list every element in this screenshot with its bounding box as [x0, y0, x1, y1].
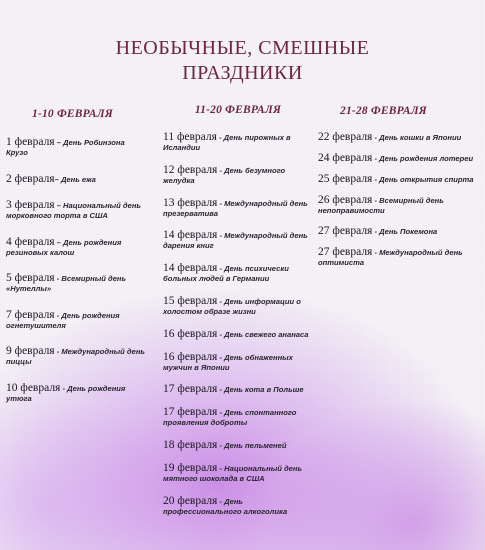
holiday-name: - День открытия спирта [372, 175, 474, 184]
holiday-date: 12 февраля [163, 163, 218, 176]
holiday-item [318, 247, 478, 268]
holiday-item [318, 132, 478, 143]
holiday-item [6, 383, 146, 404]
holiday-date: 19 февраля [163, 461, 218, 474]
column-heading: 21-28 ФЕВРАЛЯ [340, 105, 427, 117]
holiday-item [163, 352, 313, 373]
holiday-item [163, 198, 313, 219]
holiday-date: 3 февраля [6, 199, 55, 211]
holiday-item [163, 263, 313, 284]
page-title-line-2: ПРАЗДНИКИ [182, 62, 303, 84]
holiday-date: 13 февраля [163, 196, 218, 209]
holiday-item [318, 174, 478, 185]
page-title [0, 36, 485, 86]
holiday-name: - Международный день презерватива [163, 198, 308, 218]
holiday-date: 27 февраля [318, 225, 373, 237]
holiday-item [163, 384, 313, 395]
column-feb-1-10 [6, 108, 146, 419]
holiday-item [6, 200, 146, 221]
holiday-name: - Национальный день мятного шоколада в США [163, 463, 302, 483]
holiday-name: - День психически больных людей в Германии [163, 264, 289, 284]
holiday-item [163, 132, 313, 153]
holiday-date: 10 февраля [6, 381, 61, 394]
column-heading: 11-20 ФЕВРАЛЯ [194, 104, 282, 116]
holiday-name: – День рождения резиновых калош [6, 237, 122, 257]
holiday-name: - День пирожных в Исландии [163, 133, 291, 152]
holiday-item [163, 407, 313, 428]
holiday-date: 20 февраля [163, 494, 218, 507]
holiday-date: 24 февраля [318, 152, 373, 164]
holiday-date: 14 февраля [163, 229, 218, 242]
holiday-date: 17 февраля [163, 383, 218, 396]
holiday-date: 16 февраля [163, 350, 218, 363]
holiday-name: - Международный день пиццы [6, 347, 145, 366]
holiday-name: - Всемирный день «Нутеллы» [6, 274, 127, 293]
holiday-date: 4 февраля [6, 235, 55, 248]
holiday-date: 15 февраля [163, 294, 218, 307]
holiday-name: - День информации о холостом образе жизни [163, 296, 301, 316]
holiday-name: - День безумного желудка [163, 165, 286, 185]
column-feb-21-28 [318, 105, 478, 278]
holiday-date: 16 февраля [163, 327, 218, 340]
holiday-date: 27 февраля [318, 246, 373, 258]
holiday-date: 11 февраля [163, 131, 217, 143]
column-heading: 1-10 ФЕВРАЛЯ [32, 108, 113, 120]
holiday-item [6, 310, 146, 331]
holiday-name: - День кота в Польше [217, 385, 304, 395]
holiday-name: - День спонтанного проявления доброты [163, 408, 297, 428]
holiday-item [318, 195, 478, 216]
holiday-item [6, 346, 146, 367]
holiday-name: - Всемирный день непоправимости [318, 196, 444, 215]
holiday-date: 5 февраля [6, 272, 55, 284]
holiday-item [6, 237, 146, 258]
column-feb-11-20 [163, 104, 313, 528]
holiday-name: – День ежа [54, 174, 96, 184]
holiday-date: 2 февраля [6, 172, 55, 185]
page-title-line-1: НЕОБЫЧНЫЕ, СМЕШНЫЕ [115, 37, 370, 59]
holiday-date: 18 февраля [163, 438, 218, 451]
holiday-date: 1 февраля [6, 136, 55, 148]
holiday-name: - День рождения лотереи [372, 154, 474, 163]
holiday-date: 14 февраля [163, 262, 218, 275]
holiday-item [163, 463, 313, 484]
holiday-item [6, 174, 146, 185]
holiday-date: 22 февраля [318, 131, 373, 143]
holiday-name: – Национальный день морковного торта в США [6, 201, 141, 220]
holiday-item [163, 230, 313, 251]
holiday-date: 25 февраля [318, 173, 373, 185]
holiday-item [163, 165, 313, 186]
holiday-date: 17 февраля [163, 406, 218, 419]
holiday-item [6, 137, 146, 158]
holiday-item [163, 496, 313, 517]
holiday-name: - День рождения утюга [6, 383, 126, 403]
holiday-date: 7 февраля [6, 308, 55, 321]
holiday-name: - День рождения огнетушителя [6, 310, 120, 330]
holiday-item [163, 296, 313, 317]
holiday-item [318, 226, 478, 237]
holiday-date: 26 февраля [318, 194, 373, 206]
holiday-name: - День обнаженных мужчин в Японии [163, 352, 293, 372]
holiday-name: - Международный день дарения книг [163, 231, 308, 251]
holiday-item [163, 329, 313, 340]
holiday-name: - День пельменей [217, 440, 287, 450]
holiday-name: – День Робинзона Крузо [6, 138, 125, 157]
holiday-name: - День свежего ананаса [217, 329, 309, 339]
holiday-item [163, 440, 313, 451]
holiday-date: 9 февраля [6, 345, 55, 357]
holiday-item [6, 273, 146, 294]
holiday-item [318, 153, 478, 164]
holiday-name: - Международный день оптимиста [318, 248, 463, 267]
holiday-name: - День кошки в Японии [372, 133, 462, 142]
holiday-name: - День Покемона [372, 227, 438, 236]
holiday-name: - День профессионального алкоголика [163, 496, 288, 516]
